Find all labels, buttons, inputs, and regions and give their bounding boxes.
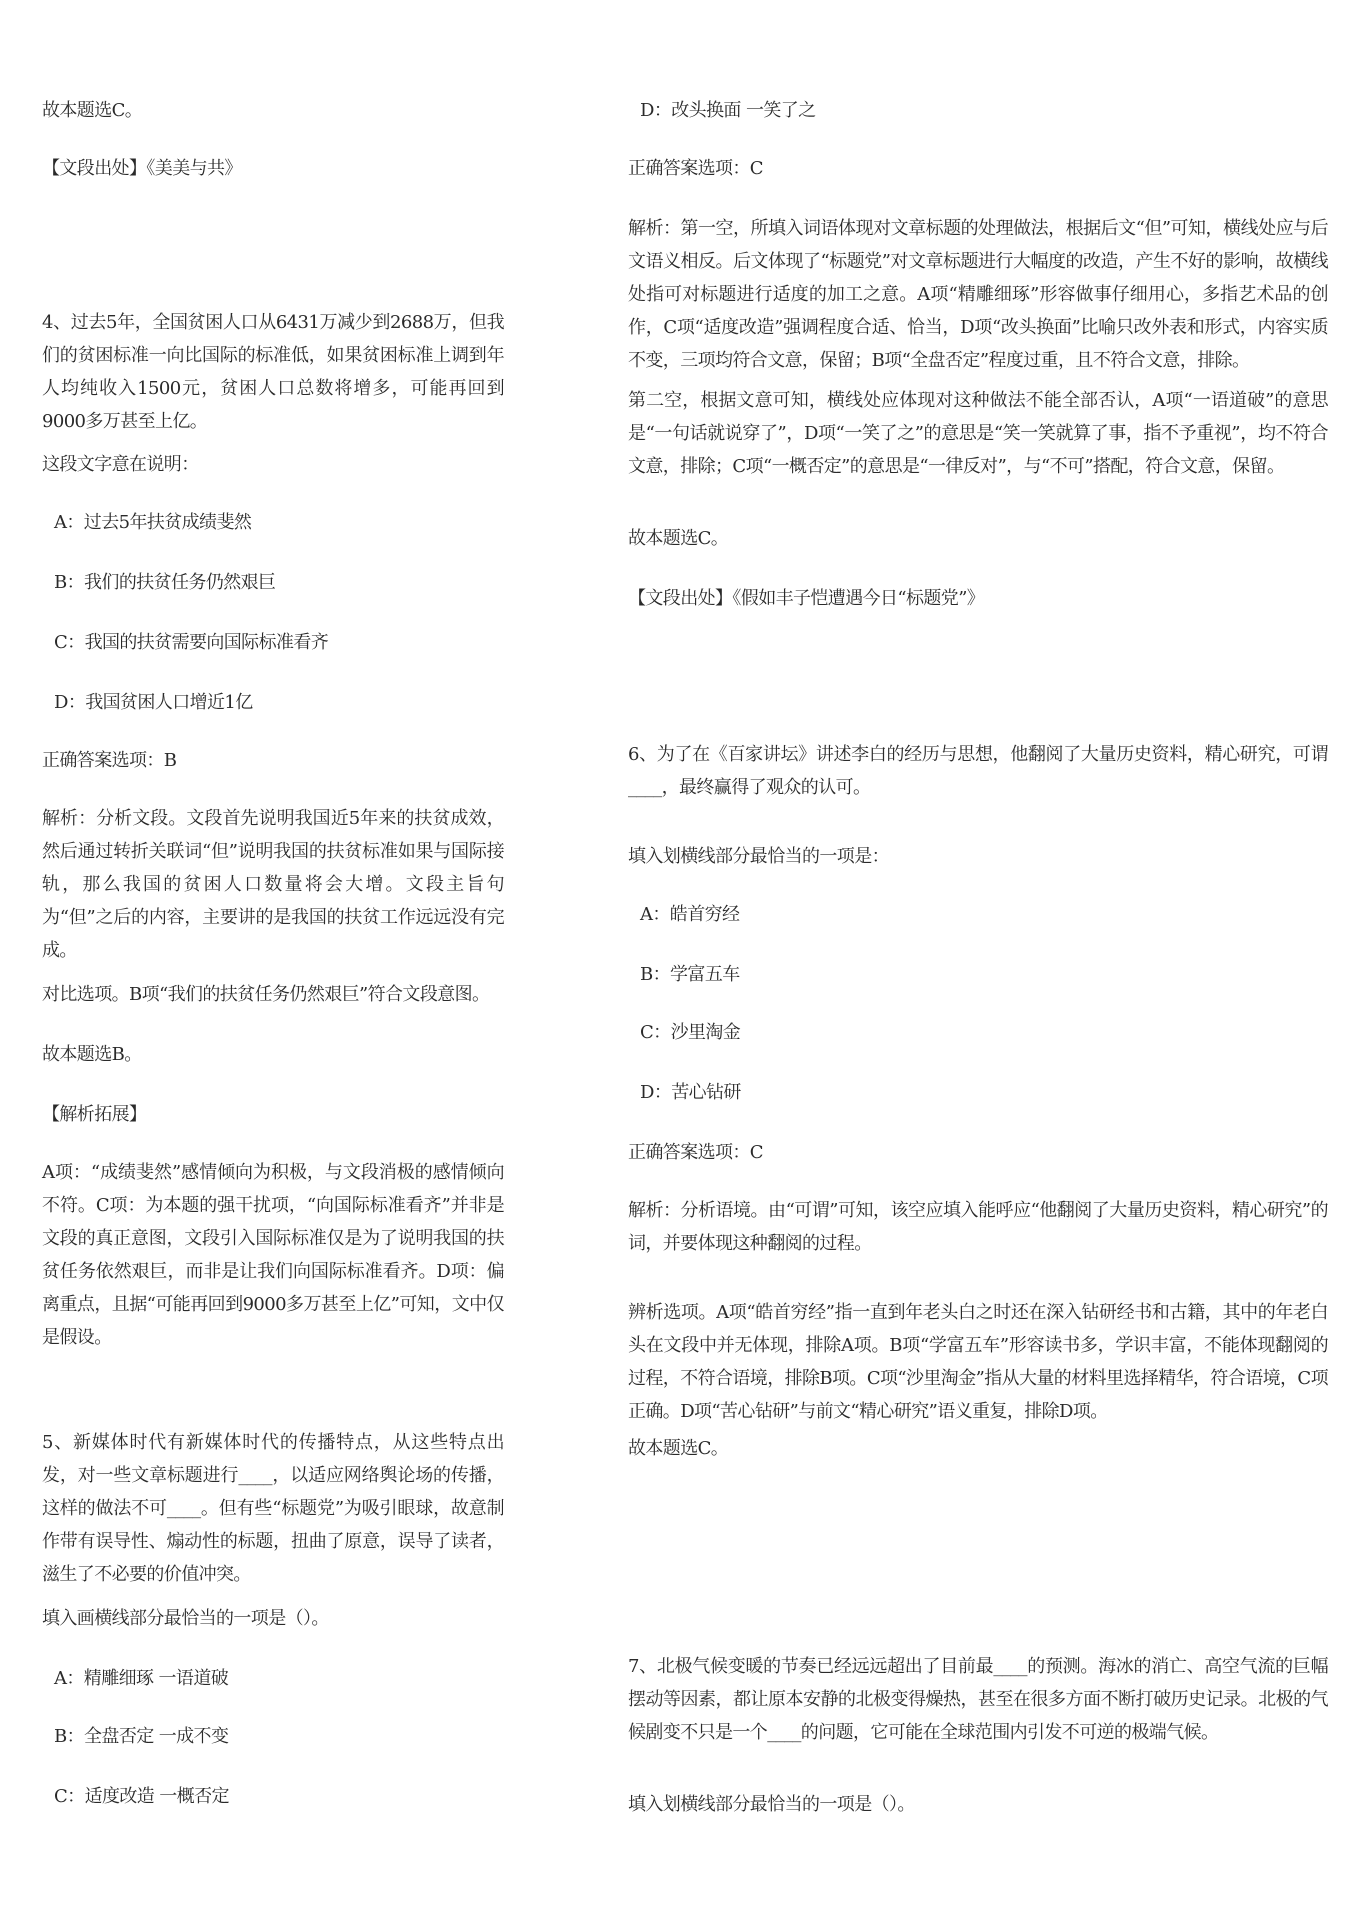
q6-answer: 正确答案选项：C — [628, 1142, 763, 1163]
q4-stem: 4、过去5年，全国贫困人口从6431万减少到2688万，但我们的贫困标准一向比国际的标准低，如果贫困标准上调到年人均纯收入1500元，贫困人口总数将增多，可能再回到9000多万甚至上亿。 — [42, 312, 504, 432]
q4-option-b: B：我们的扶贫任务仍然艰巨 — [54, 572, 276, 593]
q5-conclusion: 故本题选C。 — [628, 528, 729, 549]
q6-option-d: D：苦心钻研 — [640, 1082, 741, 1103]
q5-option-c: C：适度改造 一概否定 — [54, 1786, 229, 1807]
q5-analysis-2: 第二空，根据文意可知，横线处应体现对这种做法不能全部否认，A项“一语道破”的意思是“一句话就说穿了”，D项“一笑了之”的意思是“笑一笑就算了事，指不予重视”，均不符合文意，排除；C项“一概否定”的意思是“一律反对”，与“不可”搭配，符合文意，保留。 — [628, 390, 1328, 477]
q5-option-a: A：精雕细琢 一语道破 — [54, 1668, 229, 1689]
q4-option-a: A：过去5年扶贫成绩斐然 — [54, 512, 252, 533]
q5-option-b: B：全盘否定 一成不变 — [54, 1726, 229, 1747]
q6-conclusion: 故本题选C。 — [628, 1438, 729, 1459]
q4-option-c: C：我国的扶贫需要向国际标准看齐 — [54, 632, 329, 653]
q6-analysis: 解析：分析语境。由“可谓”可知，该空应填入能呼应“他翻阅了大量历史资料，精心研究”的词，并要体现这种翻阅的过程。 — [628, 1200, 1328, 1254]
q4-option-d: D：我国贫困人口增近1亿 — [54, 692, 253, 713]
q5-option-d: D：改头换面 一笑了之 — [640, 100, 816, 121]
q4-extension: A项：“成绩斐然”感情倾向为积极，与文段消极的感情倾向不符。C项：为本题的强干扰项，“向国际标准看齐”并非是文段的真正意图，文段引入国际标准仅是为了说明我国的扶贫任务依然艰巨，而非是让我们向国际标准看齐。D项：偏离重点，且据“可能再回到9000多万甚至上亿”可知，文中仅是假设。 — [42, 1162, 504, 1348]
q6-option-b: B：学富五车 — [640, 964, 740, 985]
q7-stem: 7、北极气候变暖的节奏已经远远超出了目前最____的预测。海冰的消亡、高空气流的巨幅摆动等因素，都让原本安静的北极变得燥热，甚至在很多方面不断打破历史记录。北极的气候剧变不只是一个____的问题，它可能在全球范围内引发不可逆的极端气候。 — [628, 1656, 1328, 1743]
prev-conclusion: 故本题选C。 — [42, 100, 143, 121]
q5-source: 【文段出处】《假如丰子恺遭遇今日“标题党”》 — [628, 588, 985, 609]
q6-discrimination: 辨析选项。A项“皓首穷经”指一直到年老头白之时还在深入钻研经书和古籍，其中的年老白头在文段中并无体现，排除A项。B项“学富五车”形容读书多，学识丰富，不能体现翻阅的过程，不符合语境，排除B项。C项“沙里淘金”指从大量的材料里选择精华，符合语境，C项正确。D项“苦心钻研”与前文“精心研究”语义重复，排除D项。 — [628, 1302, 1328, 1422]
q5-prompt: 填入画横线部分最恰当的一项是（）。 — [42, 1608, 329, 1629]
q4-conclusion: 故本题选B。 — [42, 1044, 142, 1065]
q6-prompt: 填入划横线部分最恰当的一项是： — [628, 846, 889, 867]
q4-answer: 正确答案选项：B — [42, 750, 177, 771]
q5-analysis-1: 解析：第一空，所填入词语体现对文章标题的处理做法，根据后文“但”可知，横线处应与后文语义相反。后文体现了“标题党”对文章标题进行大幅度的改造，产生不好的影响，故横线处指可对标题进行适度的加工之意。A项“精雕细琢”形容做事仔细用心，多指艺术品的创作，C项“适度改造”强调程度合适、恰当，D项“改头换面”比喻只改外表和形式，内容实质不变，三项均符合文意，保留；B项“全盘否定”程度过重，且不符合文意，排除。 — [628, 218, 1328, 371]
q6-stem: 6、为了在《百家讲坛》讲述李白的经历与思想，他翻阅了大量历史资料，精心研究，可谓____，最终赢得了观众的认可。 — [628, 744, 1328, 798]
q5-answer: 正确答案选项：C — [628, 158, 763, 179]
q4-prompt: 这段文字意在说明： — [42, 454, 199, 475]
q5-stem: 5、新媒体时代有新媒体时代的传播特点，从这些特点出发，对一些文章标题进行____，以适应网络舆论场的传播，这样的做法不可____。但有些“标题党”为吸引眼球，故意制作带有误导性、煽动性的标题，扭曲了原意，误导了读者，滋生了不必要的价值冲突。 — [42, 1432, 504, 1585]
q6-option-c: C：沙里淘金 — [640, 1022, 741, 1043]
prev-source: 【文段出处】《美美与共》 — [42, 158, 242, 179]
q4-compare: 对比选项。B项“我们的扶贫任务仍然艰巨”符合文段意图。 — [42, 984, 490, 1005]
q7-prompt: 填入划横线部分最恰当的一项是（）。 — [628, 1794, 915, 1815]
q4-analysis: 解析：分析文段。文段首先说明我国近5年来的扶贫成效，然后通过转折关联词“但”说明我国的扶贫标准如果与国际接轨，那么我国的贫困人口数量将会大增。文段主旨句为“但”之后的内容，主要讲的是我国的扶贫工作远远没有完成。 — [42, 808, 504, 961]
q6-option-a: A：皓首穷经 — [640, 904, 740, 925]
q4-extension-title: 【解析拓展】 — [42, 1104, 147, 1125]
